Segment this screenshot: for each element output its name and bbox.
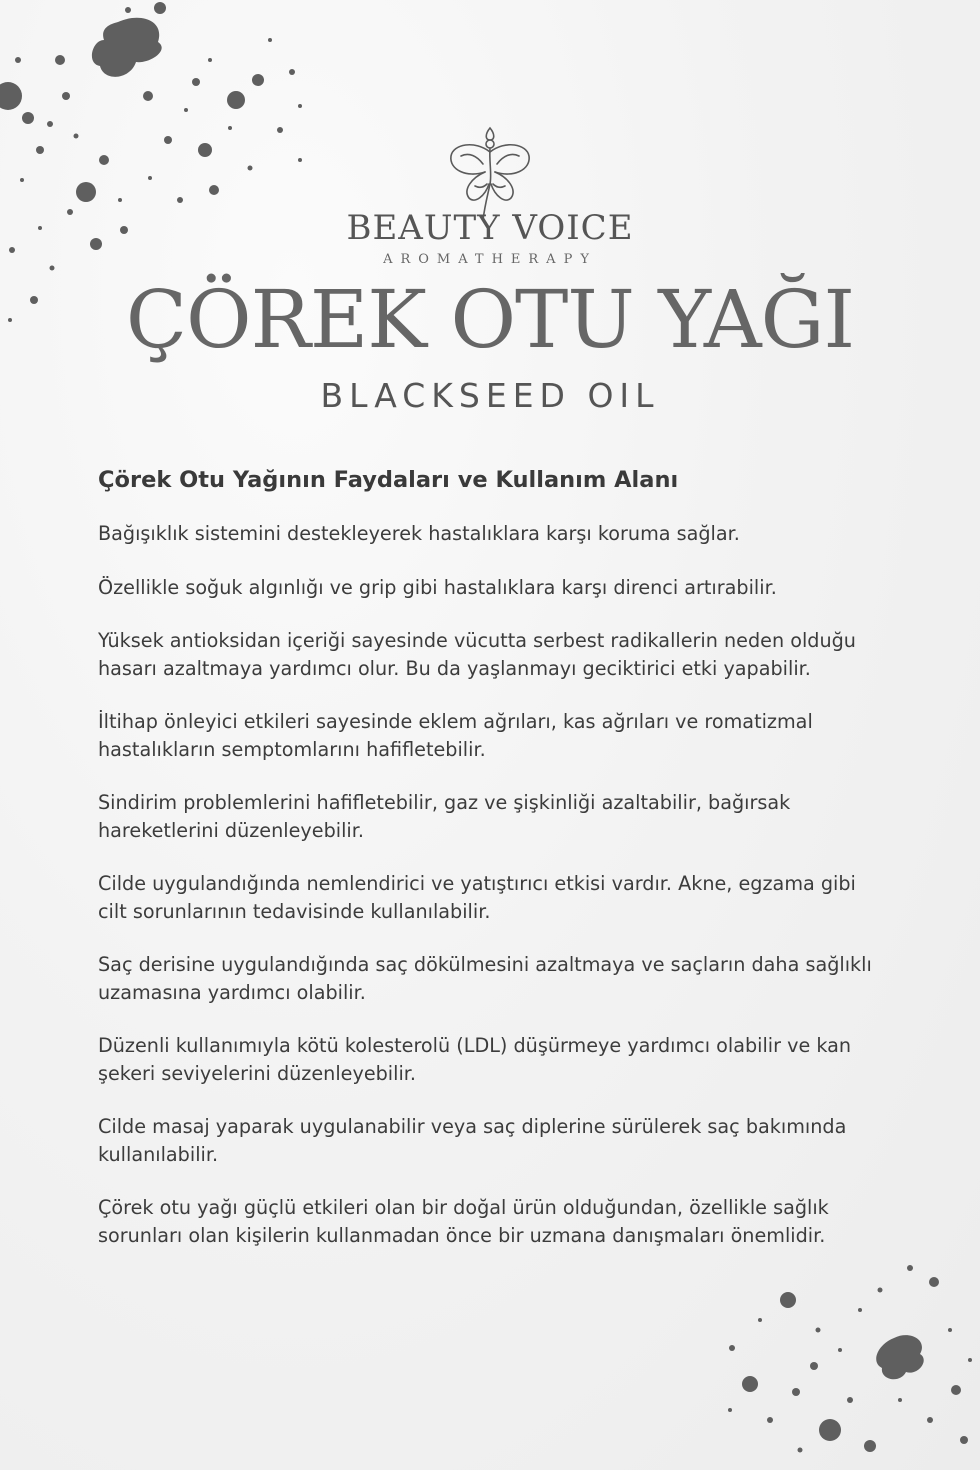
brand-name: BEAUTY VOICE [346, 208, 634, 248]
brand-tagline: AROMATHERAPY [383, 252, 597, 267]
benefit-paragraph-8: Düzenli kullanımıyla kötü kolesterolü (LDL) düşürmeye yardımcı olabilir ve kan şekeri seviyelerini düzenleyebilir. [98, 1034, 852, 1085]
benefit-paragraph-5: Sindirim problemlerini hafifletebilir, gaz ve şişkinliği azaltabilir, bağırsak hareketlerini düzenleyebilir. [98, 791, 791, 842]
section-heading: Çörek Otu Yağının Faydaları ve Kullanım Alanı [98, 467, 679, 493]
page-title: ÇÖREK OTU YAĞI [125, 273, 855, 366]
benefit-paragraph-10: Çörek otu yağı güçlü etkileri olan bir doğal ürün olduğundan, özellikle sağlık sorunları olan kişilerin kullanmadan önce bir uzmana danışmaları önemlidir. [98, 1196, 829, 1247]
ink-splatter-bottom-right-icon [720, 1250, 980, 1470]
benefit-paragraph-7: Saç derisine uygulandığında saç dökülmesini azaltmaya ve saçların daha sağlıklı uzamasına yardımcı olabilir. [98, 953, 872, 1004]
benefit-paragraph-3: Yüksek antioksidan içeriği sayesinde vücutta serbest radikallerin neden olduğu hasarı azaltmaya yardımcı olur. Bu da yaşlanmayı geciktirici etki yapabilir. [98, 629, 856, 680]
main-content [98, 462, 878, 1275]
benefit-paragraph-2: Özellikle soğuk algınlığı ve grip gibi hastalıklara karşı direnci artırabilir. [98, 575, 777, 599]
benefit-paragraph-6: Cilde uygulandığında nemlendirici ve yatıştırıcı etkisi vardır. Akne, egzama gibi cilt sorunlarının tedavisinde kullanılabilir. [98, 872, 856, 923]
page-subtitle: BLACKSEED OIL [320, 376, 660, 415]
benefit-paragraph-1: Bağışıklık sistemini destekleyerek hastalıklara karşı koruma sağlar. [98, 522, 740, 545]
benefit-paragraph-4: İltihap önleyici etkileri sayesinde eklem ağrıları, kas ağrıları ve romatizmal hastalıkların semptomlarını hafifletebilir. [98, 710, 813, 761]
butterfly-woman-logo-icon [445, 122, 535, 222]
benefit-paragraph-9: Cilde masaj yaparak uygulanabilir veya saç diplerine sürülerek saç bakımında kullanılabilir. [98, 1115, 847, 1166]
brand-logo [0, 122, 980, 222]
